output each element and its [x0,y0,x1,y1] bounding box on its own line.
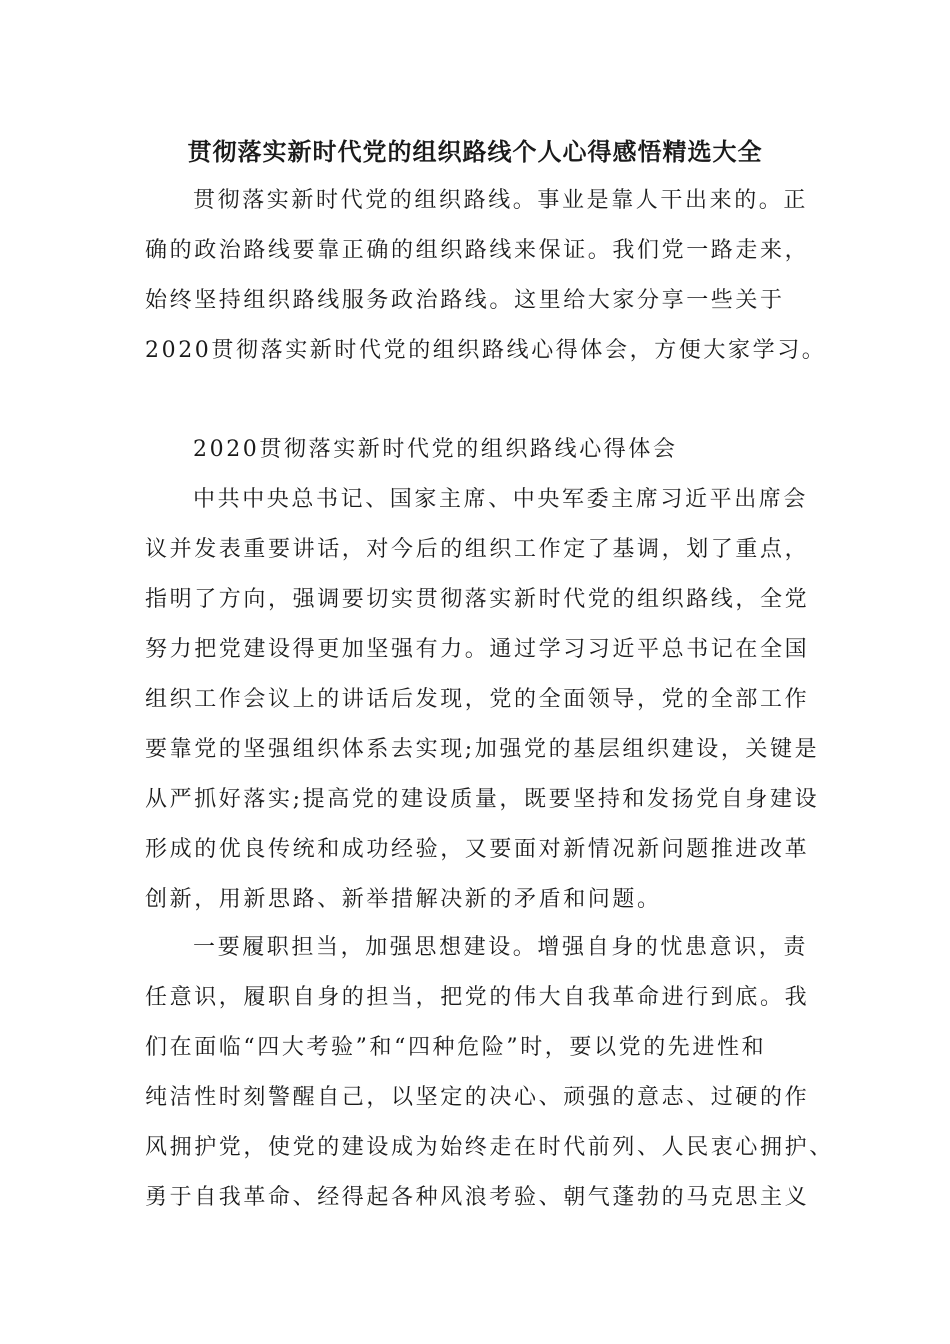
paragraph-line: 勇于自我革命、经得起各种风浪考验、朝气蓬勃的马克思主义 [145,1185,810,1210]
document-title: 贯彻落实新时代党的组织路线个人心得感悟精选大全 [187,137,763,166]
paragraph-line: 一要履职担当，加强思想建设。增强自身的忧患意识，责 [193,935,809,960]
paragraph-line: 议并发表重要讲话，对今后的组织工作定了基调，划了重点， [145,537,810,562]
paragraph-line: 们在面临“四大考验”和“四种危险”时，要以党的先进性和 [145,1035,767,1060]
paragraph-line: 贯彻落实新时代党的组织路线。事业是靠人干出来的。正 [193,188,809,213]
paragraph-line: 组织工作会议上的讲话后发现，党的全面领导，党的全部工作 [145,687,810,712]
paragraph-line: 中共中央总书记、国家主席、中央军委主席习近平出席会 [193,487,809,512]
paragraph-line: 纯洁性时刻警醒自己，以坚定的决心、顽强的意志、过硬的作 [145,1085,810,1110]
body-paragraph [145,923,834,1223]
body-paragraph [145,475,825,925]
section-heading-text: 2020贯彻落实新时代党的组织路线心得体会 [193,437,678,462]
paragraph-line: 确的政治路线要靠正确的组织路线来保证。我们党一路走来， [145,238,810,263]
paragraph-line: 指明了方向，强调要切实贯彻落实新时代党的组织路线，全党 [145,587,810,612]
intro-paragraph [145,176,825,376]
section-heading [145,425,825,475]
paragraph-line: 始终坚持组织路线服务政治路线。这里给大家分享一些关于 [145,288,785,313]
paragraph-line: 努力把党建设得更加坚强有力。通过学习习近平总书记在全国 [145,637,810,662]
paragraph-line: 形成的优良传统和成功经验，又要面对新情况新问题推进改革 [145,837,810,862]
paragraph-line: 任意识，履职自身的担当，把党的伟大自我革命进行到底。我 [145,985,810,1010]
paragraph-line: 风拥护党，使党的建设成为始终走在时代前列、人民衷心拥护、 [145,1135,834,1160]
paragraph-line: 从严抓好落实;提高党的建设质量，既要坚持和发扬党自身建设 [145,787,820,812]
paragraph-line: 要靠党的坚强组织体系去实现;加强党的基层组织建设，关键是 [145,737,820,762]
paragraph-line: 2020贯彻落实新时代党的组织路线心得体会，方便大家学习。 [145,338,827,363]
paragraph-line: 创新，用新思路、新举措解决新的矛盾和问题。 [145,887,662,912]
